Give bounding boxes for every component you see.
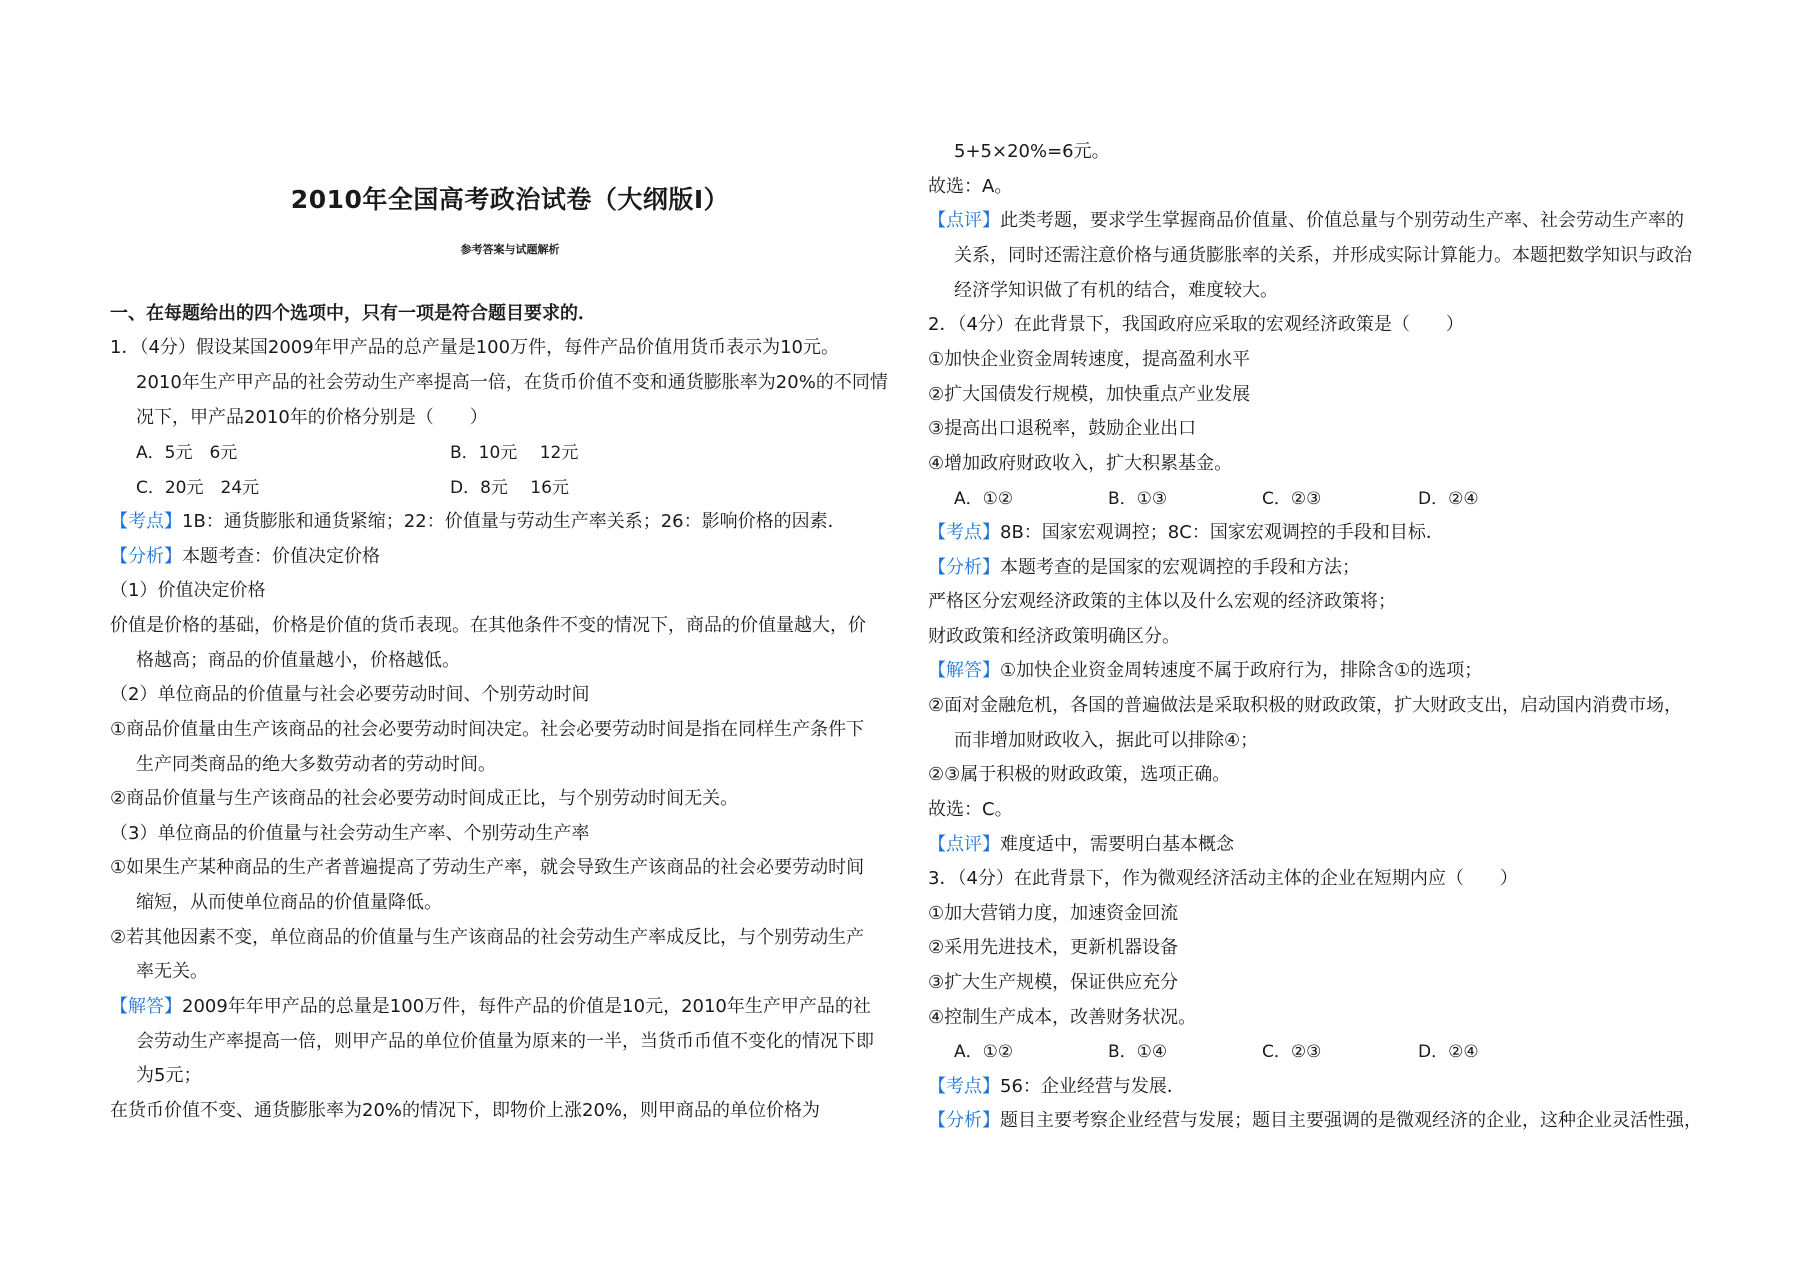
fenxi-text: 题目主要考察企业经营与发展；题目主要强调的是微观经济的企业，这种企业灵活性强， [1000,1110,1702,1131]
kaodian-tag: 【考点】 [928,522,1000,543]
q1-stem-line: 况下，甲产品2010年的价格分别是（ ） [136,407,488,428]
q1-fenxi [110,545,380,569]
analysis-line: （1）价值决定价格 [110,580,266,601]
q3-item: ③扩大生产规模，保证供应充分 [928,972,1179,993]
fenxi-tag: 【分析】 [110,546,182,567]
fenxi-text: 本题考查的是国家的宏观调控的手段和方法； [1000,557,1360,578]
q2-item: ④增加政府财政收入，扩大积累基金。 [928,453,1233,474]
kaodian-tag: 【考点】 [110,511,182,532]
answer-line: 故选：A。 [928,176,1013,197]
page-title: 2010年全国高考政治试卷（大纲版I） [290,185,730,214]
q1-kaodian [110,510,846,534]
analysis-line: ①如果生产某种商品的生产者普遍提高了劳动生产率，就会导致生产该商品的社会必要劳动时间 [110,857,865,878]
dianping-tag: 【点评】 [928,210,1000,231]
q2-dianping [928,833,1234,857]
analysis-line: 格越高；商品的价值量越小，价格越低。 [136,650,460,671]
fenxi-text: 本题考查：价值决定价格 [182,546,380,567]
q2-kaodian [928,521,1444,545]
analysis-line: ②商品价值量与生产该商品的社会必要劳动时间成正比，与个别劳动时间无关。 [110,788,739,809]
analysis-line: 生产同类商品的绝大多数劳动者的劳动时间。 [136,754,496,775]
q1-stem-line: 2010年生产甲产品的社会劳动生产率提高一倍，在货币价值不变和通货膨胀率为20%的不同情 [136,372,888,393]
q3-option-c: C．②③ [1262,1042,1322,1062]
analysis-line: ①商品价值量由生产该商品的社会必要劳动时间决定。社会必要劳动时间是指在同样生产条件下 [110,719,865,740]
analysis-line: （3）单位商品的价值量与社会劳动生产率、个别劳动生产率 [110,823,590,844]
jieda-line: 在货币价值不变、通货膨胀率为20%的情况下，即物价上涨20%，则甲商品的单位价格为 [110,1100,821,1121]
q3-option-a: A．①② [954,1042,1014,1062]
dianping-tag: 【点评】 [928,834,1000,855]
kaodian-tag: 【考点】 [928,1076,1000,1097]
fenxi-tag: 【分析】 [928,557,1000,578]
analysis-line: ②若其他因素不变，单位商品的价值量与生产该商品的社会劳动生产率成反比，与个别劳动生产 [110,927,865,948]
q2-item: ③提高出口退税率，鼓励企业出口 [928,418,1197,439]
jieda-tag: 【解答】 [928,660,1000,681]
q1-option-b: B．10元 12元 [450,443,579,463]
analysis-line: 率无关。 [136,961,208,982]
q2-option-b: B．①③ [1108,489,1168,509]
q3-item: ①加大营销力度，加速资金回流 [928,903,1179,924]
q3-item: ②采用先进技术，更新机器设备 [928,937,1179,958]
continued-line: 5+5×20%=6元。 [954,141,1110,162]
answer-line: 故选：C。 [928,799,1013,820]
q3-kaodian [928,1075,1185,1099]
dianping-text: 难度适中，需要明白基本概念 [1000,834,1234,855]
q2-option-c: C．②③ [1262,489,1322,509]
q3-fenxi [928,1109,1702,1133]
q1-dianping [928,209,1684,233]
kaodian-text: 1B：通货膨胀和通货紧缩；22：价值量与劳动生产率关系；26：影响价格的因素． [182,511,846,532]
jieda-line: ②③属于积极的财政政策，选项正确。 [928,764,1231,785]
q2-item: ①加快企业资金周转速度，提高盈利水平 [928,349,1251,370]
kaodian-text: 8B：国家宏观调控；8C：国家宏观调控的手段和目标． [1000,522,1444,543]
jieda-tag: 【解答】 [110,996,182,1017]
jieda-text: 2009年年甲产品的总量是100万件，每件产品的价值是10元，2010年生产甲产品的社 [182,996,871,1017]
q2-stem: 2．（4分）在此背景下，我国政府应采取的宏观经济政策是（ ） [928,314,1464,335]
q3-stem: 3．（4分）在此背景下，作为微观经济活动主体的企业在短期内应（ ） [928,868,1518,889]
kaodian-text: 56：企业经营与发展． [1000,1076,1185,1097]
q2-option-d: D．②④ [1418,489,1479,509]
jieda-text: ①加快企业资金周转速度不属于政府行为，排除含①的选项； [1000,660,1483,681]
q2-item: ②扩大国债发行规模，加快重点产业发展 [928,384,1251,405]
q3-option-d: D．②④ [1418,1042,1479,1062]
jieda-line: 而非增加财政收入，据此可以排除④； [954,730,1259,751]
jieda-line: 会劳动生产率提高一倍，则甲产品的单位价值量为原来的一半，当货币币值不变化的情况下即 [136,1031,874,1052]
q1-jieda [110,995,871,1019]
q2-jieda [928,659,1482,683]
q1-stem-line: 1．（4分）假设某国2009年甲产品的总产量是100万件，每件产品价值用货币表示为10元。 [110,337,839,358]
fenxi-line: 严格区分宏观经济政策的主体以及什么宏观的经济政策将； [928,591,1396,612]
fenxi-line: 财政政策和经济政策明确区分。 [928,626,1180,647]
analysis-line: （2）单位商品的价值量与社会必要劳动时间、个别劳动时间 [110,684,590,705]
q1-option-a: A．5元 6元 [136,443,238,463]
analysis-line: 价值是价格的基础，价格是价值的货币表现。在其他条件不变的情况下，商品的价值量越大，价 [110,615,866,636]
q3-option-b: B．①④ [1108,1042,1168,1062]
q3-item: ④控制生产成本，改善财务状况。 [928,1007,1197,1028]
dianping-line: 经济学知识做了有机的结合，难度较大。 [954,280,1278,301]
dianping-line: 关系，同时还需注意价格与通货膨胀率的关系，并形成实际计算能力。本题把数学知识与政治 [954,245,1692,266]
section-heading: 一、在每题给出的四个选项中，只有一项是符合题目要求的． [110,303,596,324]
dianping-text: 此类考题，要求学生掌握商品价值量、价值总量与个别劳动生产率、社会劳动生产率的 [1000,210,1684,231]
page-subtitle: 参考答案与试题解析 [460,243,560,256]
jieda-line: 为5元； [136,1065,202,1086]
jieda-line: ②面对金融危机，各国的普遍做法是采取积极的财政政策，扩大财政支出，启动国内消费市场， [928,695,1683,716]
q1-option-d: D．8元 16元 [450,478,569,498]
fenxi-tag: 【分析】 [928,1110,1000,1131]
analysis-line: 缩短，从而使单位商品的价值量降低。 [136,892,442,913]
q1-option-c: C．20元 24元 [136,478,260,498]
q2-option-a: A．①② [954,489,1014,509]
q2-fenxi [928,556,1360,580]
